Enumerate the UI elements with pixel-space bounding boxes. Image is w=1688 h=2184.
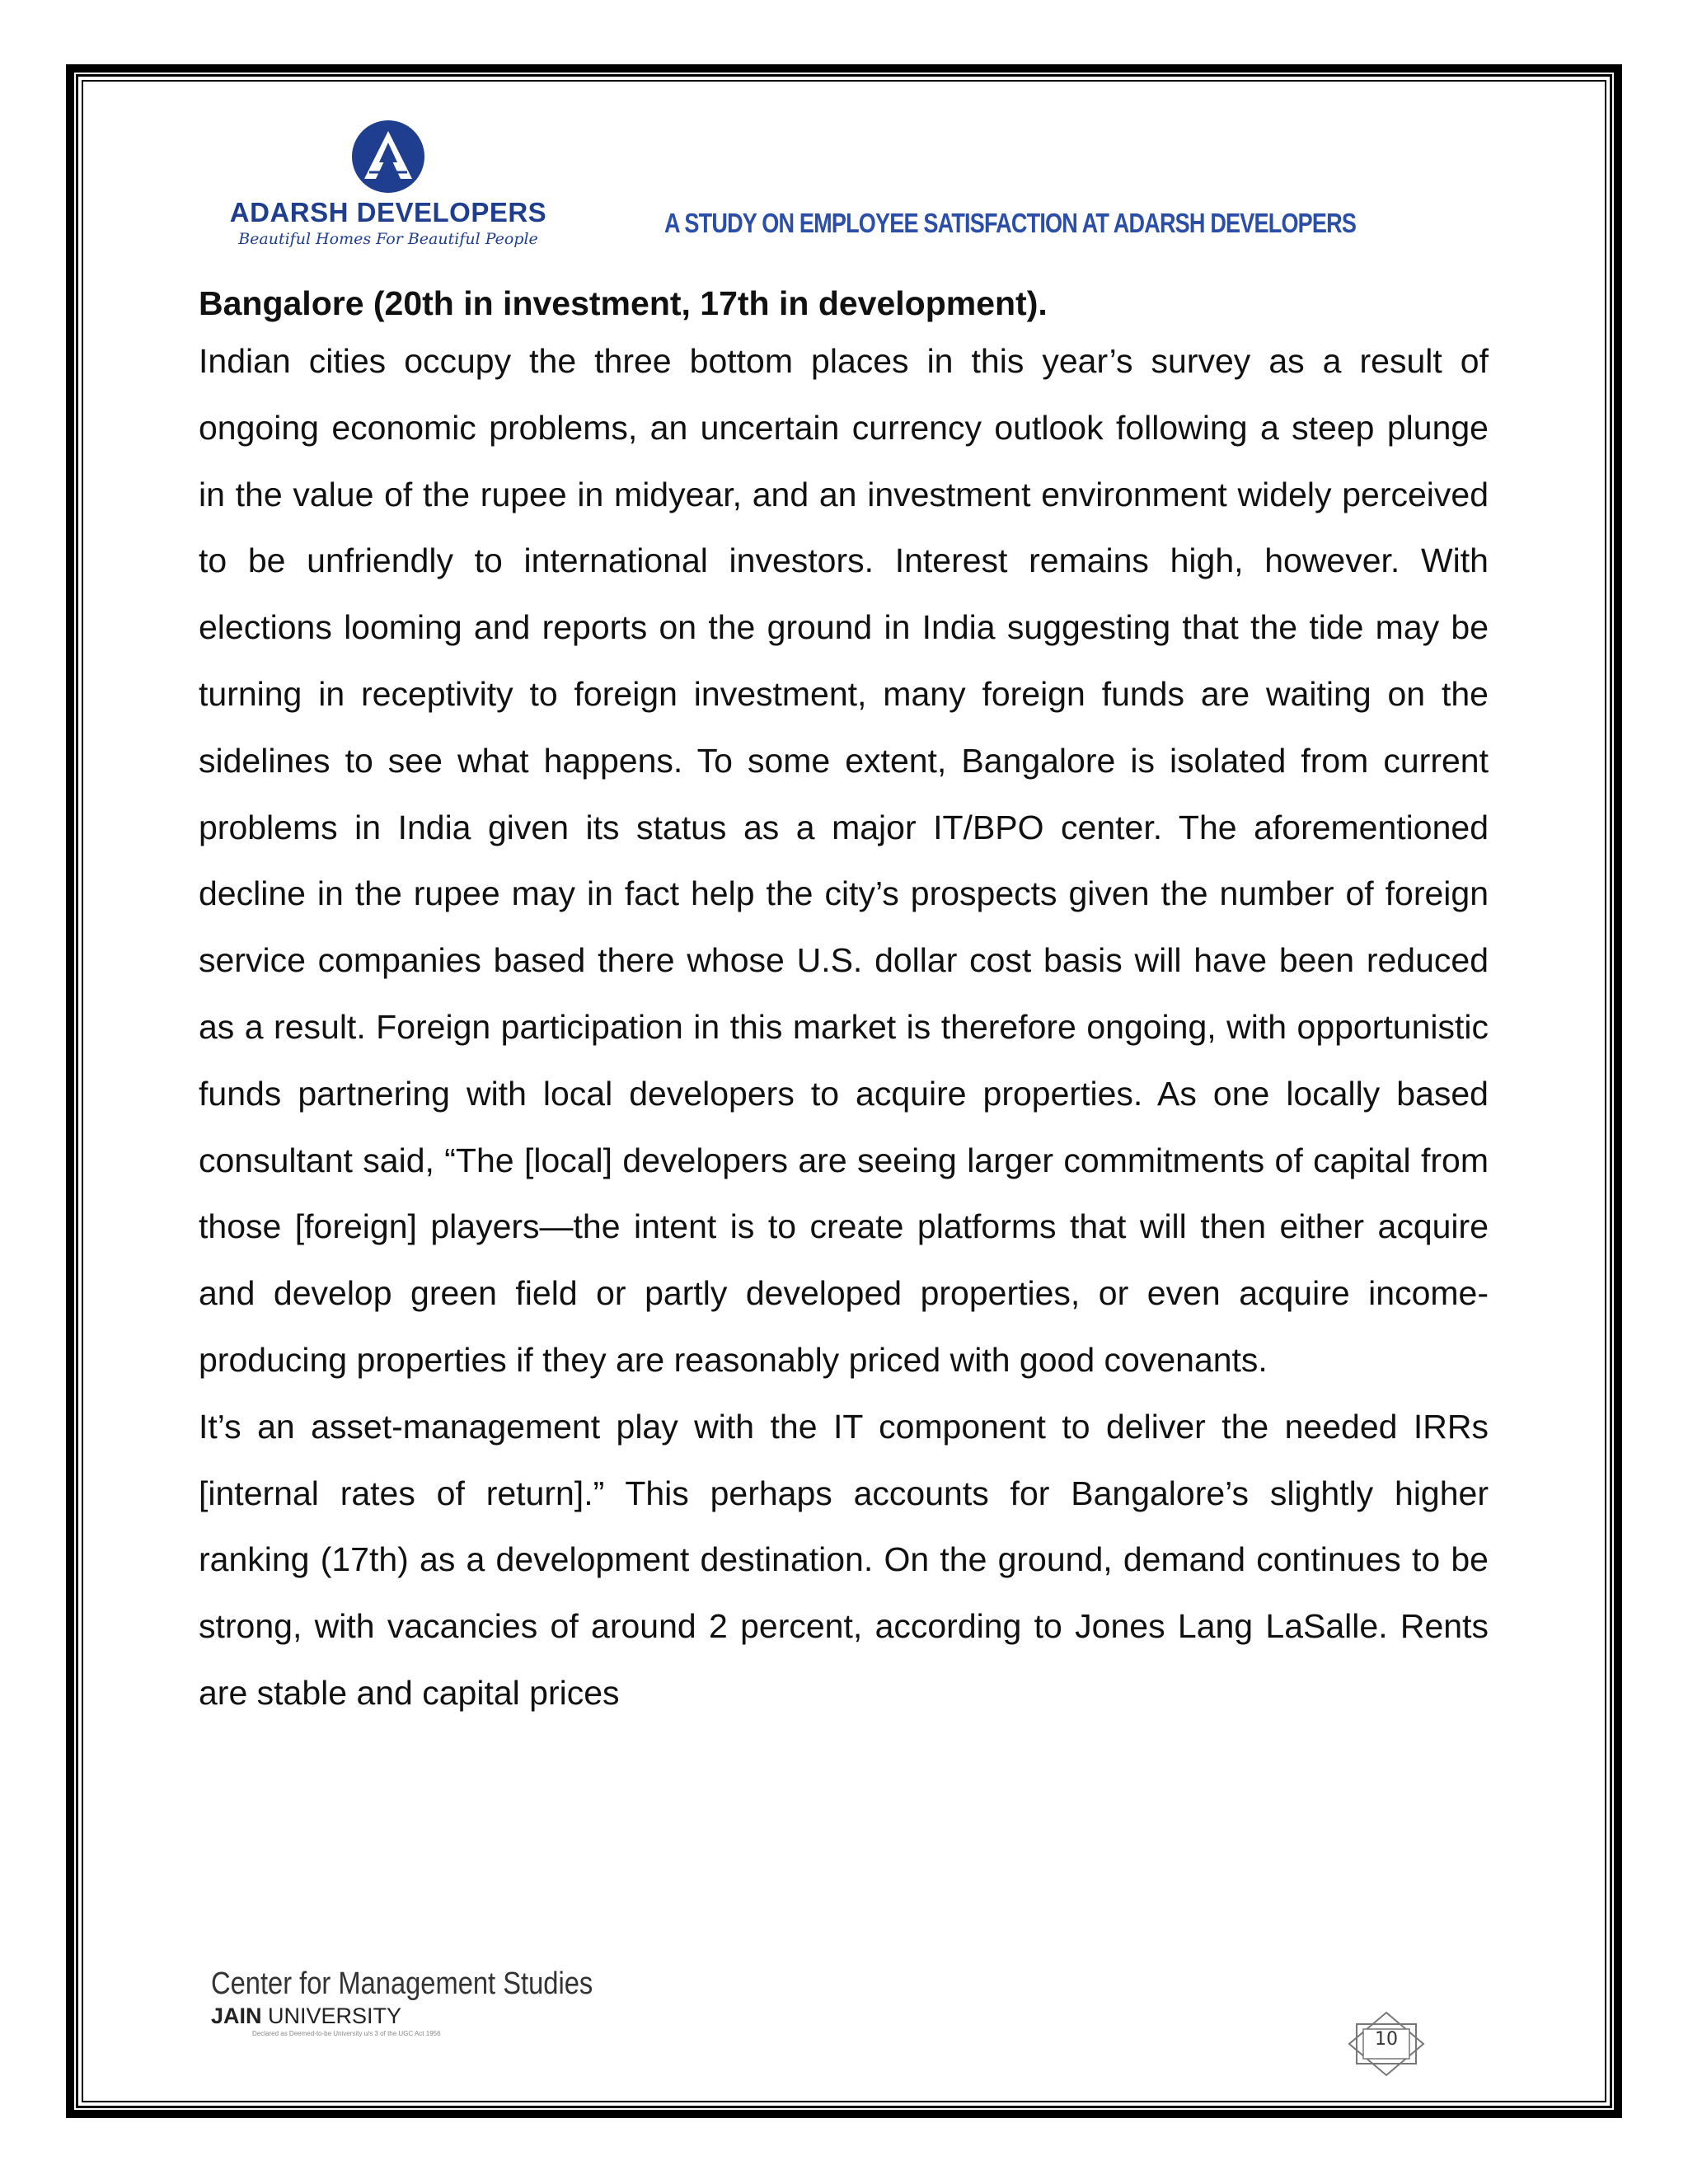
page-number: 10 <box>1375 2029 1398 2050</box>
page-content <box>199 279 1489 1727</box>
body-paragraph: It’s an asset-management play with the IT component to deliver the needed IRRs [internal rates of return].” This perhaps accounts for Bangalore’s slightly higher ranking (17th) as a development destination. On the ground, demand continues to be strong, with vacancies of around 2 percent, according to Jones Lang LaSalle. Rents are stable and capital prices <box>199 1407 1489 1712</box>
footer-university-note: Declared as Deemed-to-be University u/s 3 of the UGC Act 1956 <box>252 2030 441 2037</box>
footer-university-rest: UNIVERSITY <box>261 2004 402 2028</box>
section-heading: Bangalore (20th in investment, 17th in development). <box>199 284 1048 322</box>
footer-center-name: Center for Management Studies <box>211 1966 593 2001</box>
logo-tagline: Beautiful Homes For Beautiful People <box>238 230 538 248</box>
report-title: A STUDY ON EMPLOYEE SATISFACTION AT ADARSH DEVELOPERS <box>664 208 1357 238</box>
footer <box>211 1966 655 2037</box>
company-logo <box>219 120 557 248</box>
body-paragraph: Indian cities occupy the three bottom places in this year’s survey as a result of ongoing economic problems, an uncertain currency outlook following a steep plunge in the value of the rupee in midyear, and an investment environment widely perceived to be unfriendly to international investors. Interest remains high, however. With elections looming and reports on the ground in India suggesting that the tide may be turning in receptivity to foreign investment, many foreign funds are waiting on the sidelines to see what happens. To some extent, Bangalore is isolated from current problems in India given its status as a major IT/BPO center. The aforementioned decline in the rupee may in fact help the city’s prospects given the number of foreign service companies based there whose U.S. dollar cost basis will have been reduced as a result. Foreign participation in this market is therefore ongoing, with opportunistic funds partnering with local developers to acquire properties. As one locally based consultant said, “The [local] developers are seeing larger commitments of capital from those [foreign] players—the intent is to create platforms that will then either acquire and develop green field or partly developed properties, or even acquire income-producing properties if they are reasonably priced with good covenants. <box>199 342 1489 1379</box>
footer-university <box>211 2004 655 2029</box>
footer-university-bold: JAIN <box>211 2004 262 2028</box>
adarsh-logo-icon <box>351 120 425 194</box>
logo-company-name: ADARSH DEVELOPERS <box>229 197 547 227</box>
